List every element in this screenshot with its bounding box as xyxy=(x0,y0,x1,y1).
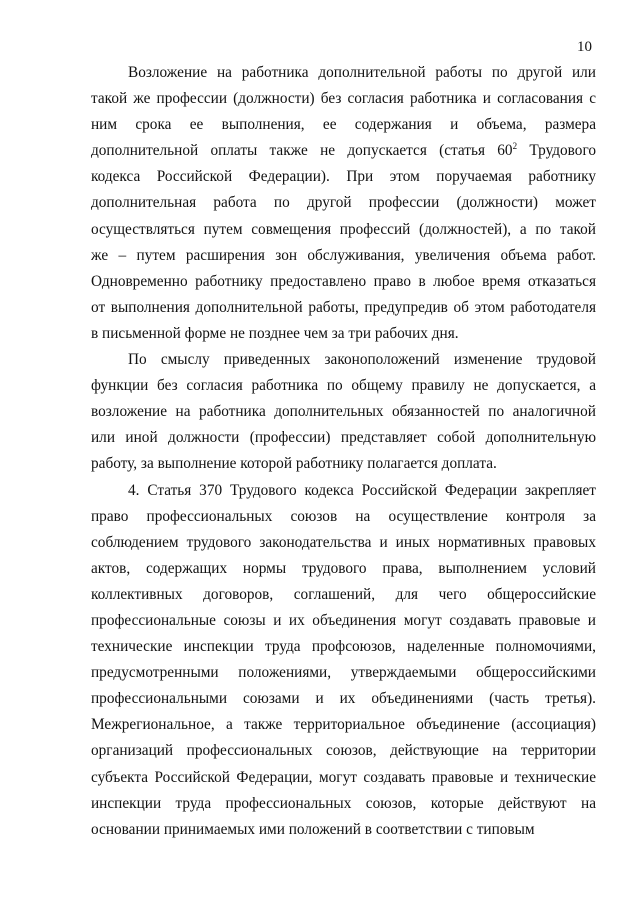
text-line: функции без согласия работника по общему правилу не допускается, а xyxy=(91,377,596,395)
text-line: профессиональными союзами и их объединениями (часть третья). xyxy=(91,690,596,708)
text-line: По смыслу приведенных законоположений изменение трудовой xyxy=(128,351,596,369)
text-line: дополнительная работа по другой профессии (должности) может xyxy=(91,194,596,212)
text-line: организаций профессиональных союзов, действующие на территории xyxy=(91,742,596,760)
text-line: Межрегиональное, а также территориальное объединение (ассоциация) xyxy=(91,716,596,734)
text-line xyxy=(91,138,596,164)
text-line: в письменной форме не позднее чем за три рабочих дня. xyxy=(91,324,459,342)
text-line: или иной должности (профессии) представляет собой дополнительную xyxy=(91,429,596,447)
text-line: соблюдением трудового законодательства и иных нормативных правовых xyxy=(91,533,596,551)
text-line: право профессиональных союзов на осуществление контроля за xyxy=(91,507,596,525)
paragraph xyxy=(91,347,596,477)
superscript: 2 xyxy=(512,141,518,152)
text-line: основании принимаемых ими положений в соответствии с типовым xyxy=(91,820,535,838)
text-line: возложение на работника дополнительных обязанностей по аналогичной xyxy=(91,403,596,421)
text-line: актов, содержащих нормы трудового права, выполнением условий xyxy=(91,559,596,577)
text-line: такой же профессии (должности) без согласия работника и согласования с xyxy=(91,90,596,108)
text-line: Возложение на работника дополнительной работы по другой или xyxy=(128,64,596,81)
text-span: дополнительной оплаты также не допускается (статья 60 xyxy=(91,142,513,160)
text-line: работу, за выполнение которой работнику полагается доплата. xyxy=(91,455,497,473)
body-text xyxy=(91,60,596,843)
text-line: предусмотренными положениями, утверждаемыми общероссийскими xyxy=(91,664,596,682)
paragraph xyxy=(91,478,596,843)
text-line: субъекта Российской Федерации, могут создавать правовые и технические xyxy=(91,768,596,786)
paragraph xyxy=(91,60,596,347)
text-line: же – путем расширения зон обслуживания, увеличения объема работ. xyxy=(91,246,596,264)
text-line: технические инспекции труда профсоюзов, наделенные полномочиями, xyxy=(91,638,596,656)
text-line: осуществляться путем совмещения профессий (должностей), а по такой xyxy=(91,220,596,238)
text-line: Одновременно работнику предоставлено право в любое время отказаться xyxy=(91,272,596,290)
text-line: 4. Статья 370 Трудового кодекса Российской Федерации закрепляет xyxy=(128,481,596,499)
text-line: кодекса Российской Федерации). При этом поручаемая работнику xyxy=(91,168,596,186)
text-line: от выполнения дополнительной работы, предупредив об этом работодателя xyxy=(91,298,596,316)
text-line: профессиональные союзы и их объединения могут создавать правовые и xyxy=(91,611,596,629)
text-line: коллективных договоров, соглашений, для чего общероссийские xyxy=(91,585,596,603)
text-line: ним срока ее выполнения, ее содержания и объема, размера xyxy=(91,116,596,134)
page-number: 10 xyxy=(577,39,592,55)
text-span: Трудового xyxy=(517,142,596,160)
text-line: инспекции труда профессиональных союзов, которые действуют на xyxy=(91,794,596,812)
